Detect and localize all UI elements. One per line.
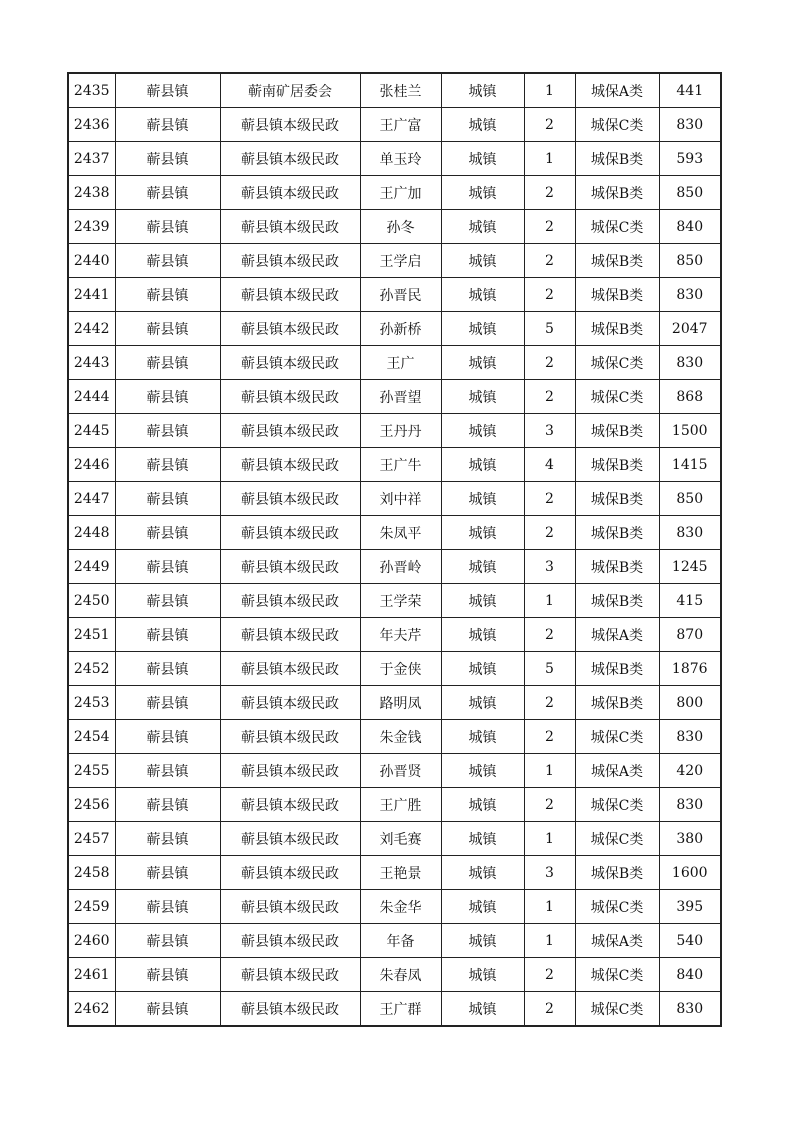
serial-number-cell: 2442 <box>68 312 115 346</box>
subsidy-roster-table <box>67 72 722 1027</box>
serial-number-cell: 2462 <box>68 992 115 1027</box>
amount-cell: 830 <box>659 108 721 142</box>
name-cell: 孙冬 <box>360 210 441 244</box>
household-size-cell: 1 <box>524 754 575 788</box>
subsidy-class-cell: 城保B类 <box>575 448 659 482</box>
category-cell: 城镇 <box>441 448 524 482</box>
table-row <box>68 312 721 346</box>
name-cell: 刘中祥 <box>360 482 441 516</box>
category-cell: 城镇 <box>441 108 524 142</box>
serial-number-cell: 2459 <box>68 890 115 924</box>
table-row <box>68 550 721 584</box>
subsidy-class-cell: 城保C类 <box>575 958 659 992</box>
serial-number-cell: 2452 <box>68 652 115 686</box>
name-cell: 王广群 <box>360 992 441 1027</box>
township-cell: 蕲县镇 <box>115 210 220 244</box>
category-cell: 城镇 <box>441 754 524 788</box>
category-cell: 城镇 <box>441 414 524 448</box>
name-cell: 路明凤 <box>360 686 441 720</box>
amount-cell: 1600 <box>659 856 721 890</box>
household-size-cell: 2 <box>524 176 575 210</box>
township-cell: 蕲县镇 <box>115 142 220 176</box>
serial-number-cell: 2449 <box>68 550 115 584</box>
name-cell: 王学荣 <box>360 584 441 618</box>
township-cell: 蕲县镇 <box>115 550 220 584</box>
serial-number-cell: 2461 <box>68 958 115 992</box>
subsidy-class-cell: 城保C类 <box>575 380 659 414</box>
name-cell: 王广加 <box>360 176 441 210</box>
name-cell: 张桂兰 <box>360 73 441 108</box>
amount-cell: 441 <box>659 73 721 108</box>
amount-cell: 870 <box>659 618 721 652</box>
category-cell: 城镇 <box>441 73 524 108</box>
table-row <box>68 584 721 618</box>
amount-cell: 2047 <box>659 312 721 346</box>
table-row <box>68 720 721 754</box>
village-unit-cell: 蕲县镇本级民政 <box>220 312 360 346</box>
serial-number-cell: 2454 <box>68 720 115 754</box>
village-unit-cell: 蕲县镇本级民政 <box>220 584 360 618</box>
township-cell: 蕲县镇 <box>115 618 220 652</box>
township-cell: 蕲县镇 <box>115 108 220 142</box>
subsidy-class-cell: 城保A类 <box>575 73 659 108</box>
table-row <box>68 618 721 652</box>
category-cell: 城镇 <box>441 550 524 584</box>
village-unit-cell: 蕲县镇本级民政 <box>220 856 360 890</box>
name-cell: 王艳景 <box>360 856 441 890</box>
name-cell: 年夫芹 <box>360 618 441 652</box>
name-cell: 王学启 <box>360 244 441 278</box>
subsidy-class-cell: 城保B类 <box>575 584 659 618</box>
name-cell: 朱春凤 <box>360 958 441 992</box>
village-unit-cell: 蕲南矿居委会 <box>220 73 360 108</box>
serial-number-cell: 2450 <box>68 584 115 618</box>
household-size-cell: 1 <box>524 890 575 924</box>
village-unit-cell: 蕲县镇本级民政 <box>220 244 360 278</box>
table-row <box>68 73 721 108</box>
township-cell: 蕲县镇 <box>115 176 220 210</box>
table-row <box>68 142 721 176</box>
amount-cell: 1245 <box>659 550 721 584</box>
table-row <box>68 176 721 210</box>
name-cell: 年备 <box>360 924 441 958</box>
serial-number-cell: 2445 <box>68 414 115 448</box>
township-cell: 蕲县镇 <box>115 244 220 278</box>
township-cell: 蕲县镇 <box>115 516 220 550</box>
amount-cell: 850 <box>659 176 721 210</box>
amount-cell: 830 <box>659 346 721 380</box>
village-unit-cell: 蕲县镇本级民政 <box>220 550 360 584</box>
name-cell: 刘毛赛 <box>360 822 441 856</box>
name-cell: 于金侠 <box>360 652 441 686</box>
category-cell: 城镇 <box>441 210 524 244</box>
serial-number-cell: 2455 <box>68 754 115 788</box>
serial-number-cell: 2448 <box>68 516 115 550</box>
household-size-cell: 1 <box>524 822 575 856</box>
name-cell: 朱金华 <box>360 890 441 924</box>
table-row <box>68 822 721 856</box>
category-cell: 城镇 <box>441 618 524 652</box>
township-cell: 蕲县镇 <box>115 448 220 482</box>
township-cell: 蕲县镇 <box>115 380 220 414</box>
serial-number-cell: 2435 <box>68 73 115 108</box>
village-unit-cell: 蕲县镇本级民政 <box>220 686 360 720</box>
amount-cell: 840 <box>659 958 721 992</box>
household-size-cell: 2 <box>524 958 575 992</box>
household-size-cell: 3 <box>524 856 575 890</box>
category-cell: 城镇 <box>441 516 524 550</box>
table-row <box>68 652 721 686</box>
name-cell: 王广胜 <box>360 788 441 822</box>
village-unit-cell: 蕲县镇本级民政 <box>220 652 360 686</box>
household-size-cell: 2 <box>524 108 575 142</box>
serial-number-cell: 2453 <box>68 686 115 720</box>
household-size-cell: 5 <box>524 652 575 686</box>
amount-cell: 800 <box>659 686 721 720</box>
category-cell: 城镇 <box>441 584 524 618</box>
serial-number-cell: 2451 <box>68 618 115 652</box>
amount-cell: 380 <box>659 822 721 856</box>
household-size-cell: 1 <box>524 584 575 618</box>
township-cell: 蕲县镇 <box>115 584 220 618</box>
subsidy-class-cell: 城保B类 <box>575 482 659 516</box>
serial-number-cell: 2436 <box>68 108 115 142</box>
village-unit-cell: 蕲县镇本级民政 <box>220 754 360 788</box>
township-cell: 蕲县镇 <box>115 278 220 312</box>
amount-cell: 395 <box>659 890 721 924</box>
village-unit-cell: 蕲县镇本级民政 <box>220 380 360 414</box>
serial-number-cell: 2446 <box>68 448 115 482</box>
table-row <box>68 244 721 278</box>
amount-cell: 1415 <box>659 448 721 482</box>
township-cell: 蕲县镇 <box>115 856 220 890</box>
category-cell: 城镇 <box>441 244 524 278</box>
township-cell: 蕲县镇 <box>115 720 220 754</box>
subsidy-class-cell: 城保B类 <box>575 142 659 176</box>
category-cell: 城镇 <box>441 380 524 414</box>
township-cell: 蕲县镇 <box>115 346 220 380</box>
household-size-cell: 2 <box>524 788 575 822</box>
table-row <box>68 924 721 958</box>
table-row <box>68 686 721 720</box>
township-cell: 蕲县镇 <box>115 958 220 992</box>
category-cell: 城镇 <box>441 346 524 380</box>
amount-cell: 1500 <box>659 414 721 448</box>
category-cell: 城镇 <box>441 176 524 210</box>
village-unit-cell: 蕲县镇本级民政 <box>220 482 360 516</box>
household-size-cell: 2 <box>524 210 575 244</box>
township-cell: 蕲县镇 <box>115 414 220 448</box>
village-unit-cell: 蕲县镇本级民政 <box>220 890 360 924</box>
table-row <box>68 856 721 890</box>
village-unit-cell: 蕲县镇本级民政 <box>220 346 360 380</box>
subsidy-class-cell: 城保A类 <box>575 754 659 788</box>
name-cell: 王广牛 <box>360 448 441 482</box>
subsidy-class-cell: 城保C类 <box>575 346 659 380</box>
name-cell: 朱凤平 <box>360 516 441 550</box>
township-cell: 蕲县镇 <box>115 754 220 788</box>
subsidy-class-cell: 城保C类 <box>575 720 659 754</box>
subsidy-class-cell: 城保C类 <box>575 890 659 924</box>
table-row <box>68 890 721 924</box>
village-unit-cell: 蕲县镇本级民政 <box>220 108 360 142</box>
name-cell: 孙新桥 <box>360 312 441 346</box>
household-size-cell: 2 <box>524 686 575 720</box>
village-unit-cell: 蕲县镇本级民政 <box>220 210 360 244</box>
name-cell: 孙晋岭 <box>360 550 441 584</box>
amount-cell: 840 <box>659 210 721 244</box>
category-cell: 城镇 <box>441 278 524 312</box>
village-unit-cell: 蕲县镇本级民政 <box>220 924 360 958</box>
household-size-cell: 2 <box>524 346 575 380</box>
subsidy-class-cell: 城保A类 <box>575 618 659 652</box>
township-cell: 蕲县镇 <box>115 822 220 856</box>
serial-number-cell: 2458 <box>68 856 115 890</box>
subsidy-class-cell: 城保B类 <box>575 312 659 346</box>
amount-cell: 420 <box>659 754 721 788</box>
table-row <box>68 788 721 822</box>
amount-cell: 415 <box>659 584 721 618</box>
category-cell: 城镇 <box>441 142 524 176</box>
category-cell: 城镇 <box>441 482 524 516</box>
name-cell: 孙晋贤 <box>360 754 441 788</box>
table-row <box>68 482 721 516</box>
serial-number-cell: 2440 <box>68 244 115 278</box>
village-unit-cell: 蕲县镇本级民政 <box>220 448 360 482</box>
name-cell: 孙晋望 <box>360 380 441 414</box>
subsidy-class-cell: 城保B类 <box>575 652 659 686</box>
village-unit-cell: 蕲县镇本级民政 <box>220 958 360 992</box>
serial-number-cell: 2443 <box>68 346 115 380</box>
township-cell: 蕲县镇 <box>115 992 220 1027</box>
serial-number-cell: 2460 <box>68 924 115 958</box>
serial-number-cell: 2439 <box>68 210 115 244</box>
serial-number-cell: 2438 <box>68 176 115 210</box>
table-row <box>68 958 721 992</box>
amount-cell: 850 <box>659 482 721 516</box>
amount-cell: 830 <box>659 788 721 822</box>
household-size-cell: 2 <box>524 278 575 312</box>
table-body <box>68 73 721 1026</box>
serial-number-cell: 2444 <box>68 380 115 414</box>
table-row <box>68 754 721 788</box>
township-cell: 蕲县镇 <box>115 890 220 924</box>
household-size-cell: 5 <box>524 312 575 346</box>
township-cell: 蕲县镇 <box>115 482 220 516</box>
category-cell: 城镇 <box>441 958 524 992</box>
village-unit-cell: 蕲县镇本级民政 <box>220 176 360 210</box>
amount-cell: 593 <box>659 142 721 176</box>
name-cell: 王广富 <box>360 108 441 142</box>
table-row <box>68 380 721 414</box>
serial-number-cell: 2441 <box>68 278 115 312</box>
amount-cell: 1876 <box>659 652 721 686</box>
subsidy-class-cell: 城保C类 <box>575 108 659 142</box>
household-size-cell: 2 <box>524 618 575 652</box>
village-unit-cell: 蕲县镇本级民政 <box>220 822 360 856</box>
household-size-cell: 1 <box>524 924 575 958</box>
table-row <box>68 414 721 448</box>
village-unit-cell: 蕲县镇本级民政 <box>220 720 360 754</box>
subsidy-class-cell: 城保B类 <box>575 516 659 550</box>
table-row <box>68 346 721 380</box>
amount-cell: 830 <box>659 516 721 550</box>
table-row <box>68 516 721 550</box>
household-size-cell: 1 <box>524 142 575 176</box>
category-cell: 城镇 <box>441 652 524 686</box>
table-row <box>68 448 721 482</box>
serial-number-cell: 2447 <box>68 482 115 516</box>
subsidy-class-cell: 城保C类 <box>575 210 659 244</box>
table-row <box>68 108 721 142</box>
township-cell: 蕲县镇 <box>115 73 220 108</box>
category-cell: 城镇 <box>441 720 524 754</box>
subsidy-class-cell: 城保B类 <box>575 244 659 278</box>
household-size-cell: 2 <box>524 516 575 550</box>
village-unit-cell: 蕲县镇本级民政 <box>220 618 360 652</box>
household-size-cell: 2 <box>524 992 575 1027</box>
category-cell: 城镇 <box>441 686 524 720</box>
village-unit-cell: 蕲县镇本级民政 <box>220 992 360 1027</box>
amount-cell: 540 <box>659 924 721 958</box>
table-row <box>68 992 721 1027</box>
category-cell: 城镇 <box>441 890 524 924</box>
amount-cell: 830 <box>659 992 721 1027</box>
township-cell: 蕲县镇 <box>115 924 220 958</box>
township-cell: 蕲县镇 <box>115 788 220 822</box>
subsidy-class-cell: 城保C类 <box>575 822 659 856</box>
name-cell: 王丹丹 <box>360 414 441 448</box>
category-cell: 城镇 <box>441 788 524 822</box>
household-size-cell: 3 <box>524 414 575 448</box>
category-cell: 城镇 <box>441 312 524 346</box>
serial-number-cell: 2456 <box>68 788 115 822</box>
category-cell: 城镇 <box>441 992 524 1027</box>
amount-cell: 830 <box>659 720 721 754</box>
serial-number-cell: 2437 <box>68 142 115 176</box>
household-size-cell: 2 <box>524 244 575 278</box>
village-unit-cell: 蕲县镇本级民政 <box>220 414 360 448</box>
subsidy-class-cell: 城保B类 <box>575 414 659 448</box>
township-cell: 蕲县镇 <box>115 312 220 346</box>
serial-number-cell: 2457 <box>68 822 115 856</box>
subsidy-class-cell: 城保B类 <box>575 686 659 720</box>
name-cell: 单玉玲 <box>360 142 441 176</box>
name-cell: 王广 <box>360 346 441 380</box>
village-unit-cell: 蕲县镇本级民政 <box>220 516 360 550</box>
household-size-cell: 2 <box>524 720 575 754</box>
subsidy-class-cell: 城保B类 <box>575 856 659 890</box>
table-row <box>68 278 721 312</box>
subsidy-class-cell: 城保B类 <box>575 278 659 312</box>
category-cell: 城镇 <box>441 924 524 958</box>
village-unit-cell: 蕲县镇本级民政 <box>220 788 360 822</box>
name-cell: 孙晋民 <box>360 278 441 312</box>
category-cell: 城镇 <box>441 856 524 890</box>
household-size-cell: 3 <box>524 550 575 584</box>
village-unit-cell: 蕲县镇本级民政 <box>220 278 360 312</box>
subsidy-class-cell: 城保C类 <box>575 788 659 822</box>
subsidy-class-cell: 城保C类 <box>575 992 659 1027</box>
amount-cell: 850 <box>659 244 721 278</box>
village-unit-cell: 蕲县镇本级民政 <box>220 142 360 176</box>
amount-cell: 830 <box>659 278 721 312</box>
household-size-cell: 2 <box>524 482 575 516</box>
category-cell: 城镇 <box>441 822 524 856</box>
household-size-cell: 4 <box>524 448 575 482</box>
table-row <box>68 210 721 244</box>
subsidy-class-cell: 城保B类 <box>575 550 659 584</box>
subsidy-class-cell: 城保A类 <box>575 924 659 958</box>
household-size-cell: 1 <box>524 73 575 108</box>
name-cell: 朱金钱 <box>360 720 441 754</box>
amount-cell: 868 <box>659 380 721 414</box>
household-size-cell: 2 <box>524 380 575 414</box>
township-cell: 蕲县镇 <box>115 652 220 686</box>
subsidy-class-cell: 城保B类 <box>575 176 659 210</box>
township-cell: 蕲县镇 <box>115 686 220 720</box>
